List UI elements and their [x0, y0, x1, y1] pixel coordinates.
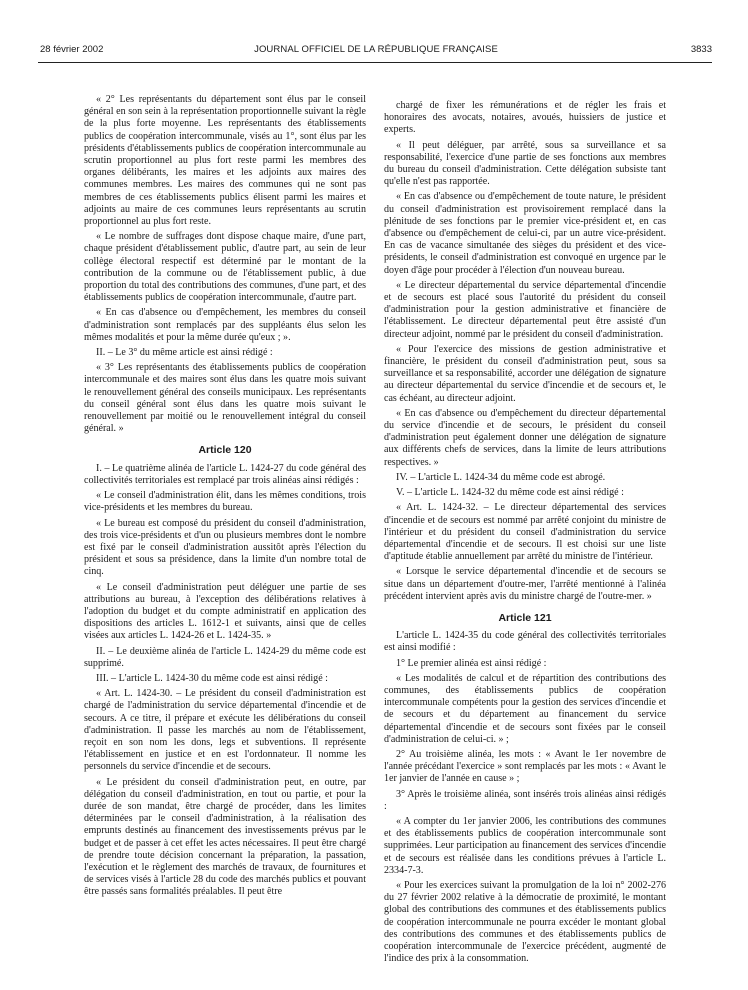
- article-heading: Article 120: [198, 444, 252, 457]
- paragraph: « 2° Les représentants du département sont élus par le conseil général en son sein à la représentation proportionnelle suivant la règle de la plus forte moyenne. Les représentants des établissements publics de coopération intercommunale, visés au 1°, sont élus par les présidents d'établissements publics de coopération intercommunale au scrutin proportionnel au plus fort reste parmi les membres des organes délibérants, les maires et les adjoints aux maires des communes membres. Les maires des communes qui ne sont pas membres de ces établissements publics élisent parmi les maires et adjoints au maire de ces communes leurs représentants au scrutin proportionnel au plus fort reste.: [84, 94, 366, 228]
- header-date: 28 février 2002: [40, 44, 104, 55]
- paragraph: 3° Après le troisième alinéa, sont insérés trois alinéas ainsi rédigés :: [384, 788, 666, 812]
- paragraph: « Il peut déléguer, par arrêté, sous sa surveillance et sa responsabilité, l'exercice d'une partie de ses fonctions aux membres du bureau du conseil d'administration. Cette délégation subsiste tant qu'elle n'est pas rapportée.: [384, 139, 666, 188]
- paragraph: « Les modalités de calcul et de répartition des contributions des communes, des établissements publics de coopération intercommunale compétents pour la gestion des services d'incendie et de secours et du département au financement du service départemental d'incendie et de secours sont fixées par le conseil d'administration de celui-ci. » ;: [384, 672, 666, 745]
- paragraph: « 3° Les représentants des établissements publics de coopération intercommunale et des maires sont élus dans les quatre mois suivant le renouvellement général des conseils municipaux. Les représentants du conseil général sont élus dans les quatre mois suivant le renouvellement par moitié ou le renouvellement intégral du conseil général. »: [84, 362, 366, 435]
- paragraph: III. – L'article L. 1424-30 du même code est ainsi rédigé :: [96, 672, 328, 684]
- paragraph: « Le président du conseil d'administration peut, en outre, par délégation du conseil d'administration, en tout ou partie, et pour la durée de son mandat, être chargé de procéder, dans les limites déterminées par le conseil d'administration, à la réalisation des emprunts destinés au financement des investissements prévus par le budget et de passer à cet effet les actes nécessaires. Il peut être chargé de prendre toute décision concernant la préparation, la passation, l'exécution et le règlement des marchés de travaux, de fournitures et de services visés à l'article 28 du code des marchés publics et pouvant être passés sans formalités préalables. Il peut être: [84, 776, 366, 898]
- paragraph: IV. – L'article L. 1424-34 du même code est abrogé.: [396, 471, 606, 483]
- paragraph: « Art. L. 1424-30. – Le président du conseil d'administration est chargé de l'administration du service départemental d'incendie et de secours. A ce titre, il prépare et exécute les délibérations du conseil d'administration. Il passe les marchés au nom de l'établissement, reçoit en son nom les dons, legs et subventions. Il représente l'établissement en justice et en est l'ordonnateur. Il nomme les personnels du service d'incendie et de secours.: [84, 688, 366, 773]
- paragraph: 1° Le premier alinéa est ainsi rédigé :: [396, 657, 547, 669]
- article-heading: Article 121: [498, 611, 552, 624]
- paragraph: « Le nombre de suffrages dont dispose chaque maire, d'une part, chaque président d'établissement public, d'autre part, au sein de leur collège électoral respectif est déterminé par le montant de la contribution de la commune ou de l'établissement public, à due proportion du total des contributions des communes, d'une part, et des établissements publics de coopération intercommunale, d'autre part.: [84, 231, 366, 304]
- paragraph: « Le conseil d'administration élit, dans les mêmes conditions, trois vice-présidents et les membres du bureau.: [84, 490, 366, 514]
- left-column: [84, 94, 366, 902]
- paragraph: « En cas d'absence ou d'empêchement de toute nature, le président du conseil d'administration est provisoirement remplacé dans la plénitude de ses fonctions par le premier vice-président et, en cas d'absence ou d'empêchement de celui-ci, par un autre vice-président. En cas de vacance simultanée des sièges du président et des vice-présidents, le conseil d'administration est convoqué en urgence par le doyen d'âge pour procéder à l'élection d'un nouveau bureau.: [384, 191, 666, 276]
- journal-title: JOURNAL OFFICIEL DE LA RÉPUBLIQUE FRANÇAISE: [254, 44, 498, 55]
- paragraph: chargé de fixer les rémunérations et de régler les frais et honoraires des avocats, notaires, avoués, huissiers de justice et experts.: [384, 100, 666, 136]
- paragraph: « Le bureau est composé du président du conseil d'administration, des trois vice-présidents et d'un ou plusieurs membres dont le nombre est fixé par le conseil d'administration aussitôt après l'élection du président et sous sa présidence, dans la limite d'un nombre total de cinq.: [84, 517, 366, 578]
- paragraph: « Pour l'exercice des missions de gestion administrative et financière, le président du conseil d'administration peut, sous sa surveillance et sa responsabilité, accorder une délégation de signature au directeur départemental du service d'incendie et de secours et, le cas échéant, au directeur adjoint.: [384, 343, 666, 404]
- paragraph: 2° Au troisième alinéa, les mots : « Avant le 1er novembre de l'année précédant l'exercice » sont remplacés par les mots : « Avant le 1er janvier de l'année en cause » ;: [384, 748, 666, 785]
- paragraph: « Lorsque le service départemental d'incendie et de secours se situe dans un département d'outre-mer, l'arrêté mentionné à l'alinéa précédent intervient après avis du ministre chargé de l'outre-mer. »: [384, 566, 666, 602]
- paragraph: « Le conseil d'administration peut déléguer une partie de ses attributions au bureau, à l'exception des délibérations relatives à l'adoption du budget et du compte administratif en application des dispositions des articles L. 1612-1 et suivants, ainsi que de celles visées aux articles L. 1424-26 et L. 1424-35. »: [84, 581, 366, 642]
- page-header: [40, 44, 712, 58]
- page-number: 3833: [690, 44, 712, 55]
- paragraph: « A compter du 1er janvier 2006, les contributions des communes et des établissements publics de coopération intercommunale sont supprimées. Leur participation au financement des services d'incendie et de secours est réalisée dans les conditions prévues à l'article L. 2334-7-3.: [384, 815, 666, 876]
- paragraph: « Pour les exercices suivant la promulgation de la loi n° 2002-276 du 27 février 2002 relative à la démocratie de proximité, le montant global des contributions des communes et des établissements publics de coopération intercommunale ne pourra excéder le montant global des contributions des communes et des établissements publics de coopération intercommunale de l'exercice précédent, augmenté de l'indice des prix à la consommation.: [384, 879, 666, 965]
- paragraph: II. – Le deuxième alinéa de l'article L. 1424-29 du même code est supprimé.: [84, 645, 366, 669]
- paragraph: « En cas d'absence ou d'empêchement du directeur départemental du service d'incendie et de secours, le président du conseil d'administration peut également donner une délégation de signature aux différents chefs de services, dans la limite de leurs attributions respectives. »: [384, 407, 666, 468]
- paragraph: I. – Le quatrième alinéa de l'article L. 1424-27 du code général des collectivités territoriales est remplacé par trois alinéas ainsi rédigés :: [84, 462, 366, 486]
- paragraph: « Le directeur départemental du service départemental d'incendie et de secours est placé sous l'autorité du président du conseil d'administration pour la gestion administrative et financière de l'établissement. Le directeur départemental peut être assisté d'un directeur adjoint, nommé par le président du conseil d'administration.: [384, 279, 666, 340]
- header-rule: [38, 62, 712, 63]
- paragraph: « En cas d'absence ou d'empêchement, les membres du conseil d'administration sont remplacés par des suppléants élus selon les mêmes modalités et pour la même durée qu'eux ; ».: [84, 307, 366, 343]
- paragraph: « Art. L. 1424-32. – Le directeur départemental des services d'incendie et de secours est nommé par arrêté conjoint du ministre de l'intérieur et du président du conseil d'administration du service départemental d'incendie et de secours. Il est choisi sur une liste d'aptitude établie annuellement par arrêté du ministre de l'intérieur.: [384, 502, 666, 563]
- paragraph: V. – L'article L. 1424-32 du même code est ainsi rédigé :: [396, 487, 624, 499]
- paragraph: L'article L. 1424-35 du code général des collectivités territoriales est ainsi modifié :: [384, 630, 666, 654]
- paragraph: II. – Le 3° du même article est ainsi rédigé :: [96, 347, 273, 359]
- right-column: [384, 100, 666, 968]
